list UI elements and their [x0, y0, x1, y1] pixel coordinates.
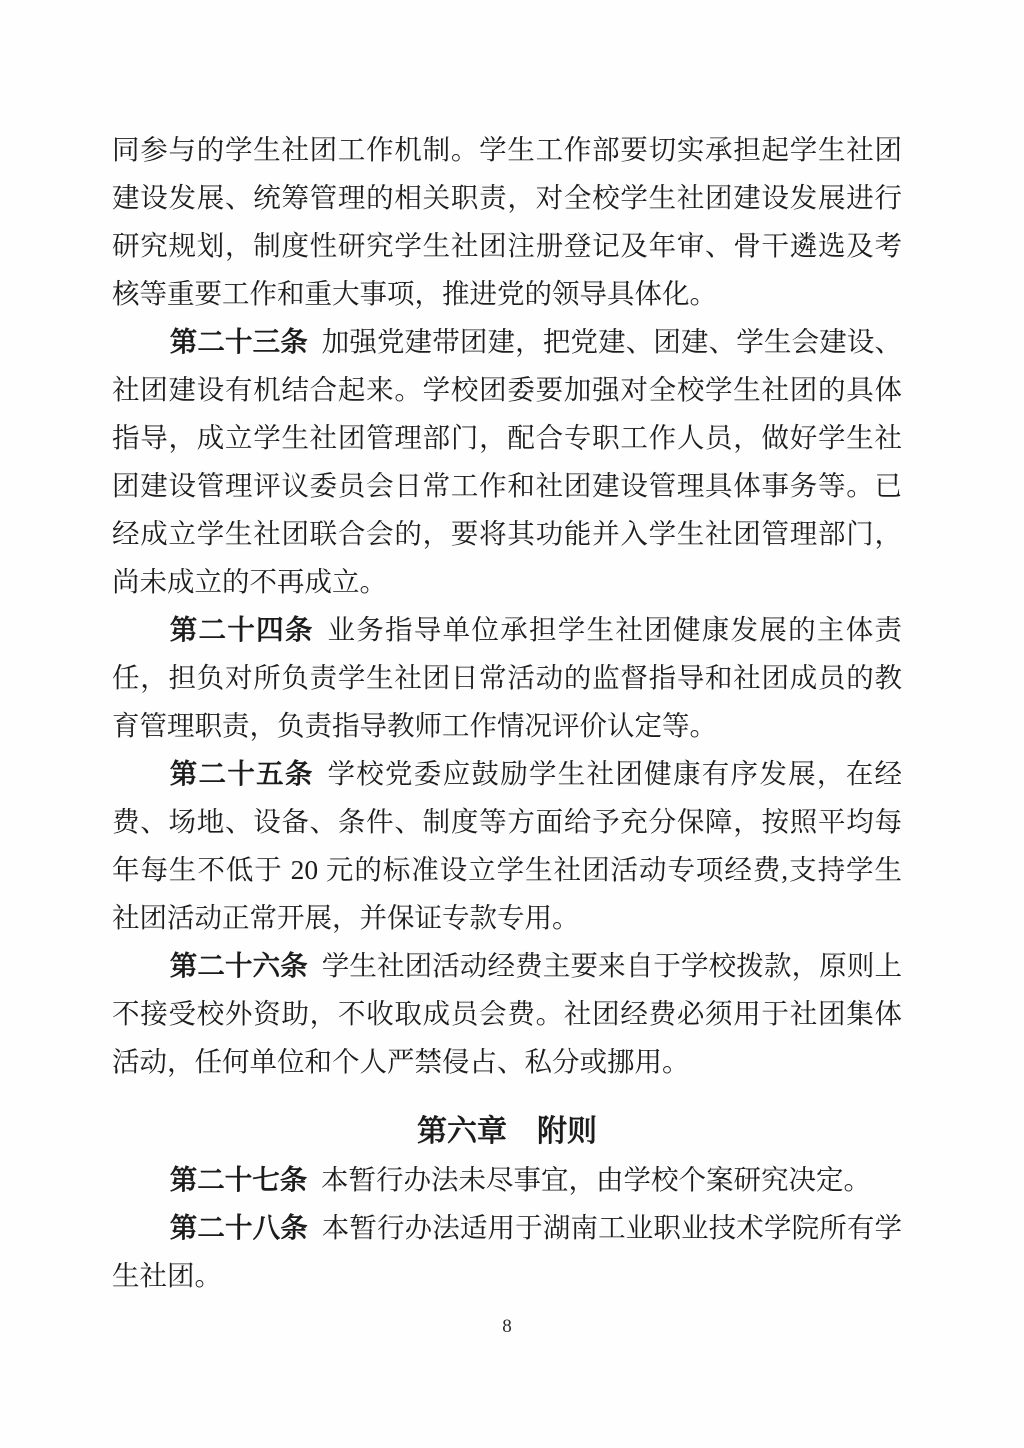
- paragraph-article-27: [112, 1156, 902, 1204]
- paragraph-article-26: [112, 942, 902, 1086]
- paragraph-text: 学生社团活动经费主要来自于学校拨款，原则上不接受校外资助，不收取成员会费。社团经费必须用于社团集体活动，任何单位和个人严禁侵占、私分或挪用。: [112, 950, 903, 1077]
- article-number: 第二十八条: [169, 1212, 308, 1243]
- chapter-heading: 第六章 附则: [417, 1115, 597, 1148]
- paragraph-article-23: [112, 318, 902, 606]
- paragraph-article-28: [112, 1204, 902, 1300]
- paragraph-text: 业务指导单位承担学生社团健康发展的主体责任，担负对所负责学生社团日常活动的监督指导和社团成员的教育管理职责，负责指导教师工作情况评价认定等。: [112, 614, 903, 741]
- article-number: 第二十三条: [169, 326, 308, 357]
- article-number: 第二十六条: [169, 950, 308, 981]
- document-content: [112, 126, 902, 1340]
- paragraph-text: 加强党建带团建，把党建、团建、学生会建设、社团建设有机结合起来。学校团委要加强对全校学生社团的具体指导，成立学生社团管理部门，配合专职工作人员，做好学生社团建设管理评议委员会日常工作和社团建设管理具体事务等。已经成立学生社团联合会的，要将其功能并入学生社团管理部门，尚未成立的不再成立。: [112, 326, 903, 597]
- article-number: 第二十四条: [169, 614, 314, 645]
- paragraph-article-25: [112, 750, 902, 942]
- paragraph-text: 学校党委应鼓励学生社团健康有序发展，在经费、场地、设备、条件、制度等方面给予充分保障，按照平均每年每生不低于 20 元的标准设立学生社团活动专项经费,支持学生社团活动正常开展，并保证专款专用。: [112, 758, 903, 933]
- article-number: 第二十七条: [169, 1164, 308, 1195]
- paragraph-text: 本暂行办法未尽事宜，由学校个案研究决定。: [321, 1164, 871, 1195]
- page-number: 8: [502, 1316, 512, 1337]
- paragraph-continuation: [112, 126, 902, 318]
- article-number: 第二十五条: [169, 758, 314, 789]
- paragraph-text: 本暂行办法适用于湖南工业职业技术学院所有学生社团。: [112, 1212, 903, 1291]
- paragraph-text: 同参与的学生社团工作机制。学生工作部要切实承担起学生社团建设发展、统筹管理的相关职责，对全校学生社团建设发展进行研究规划，制度性研究学生社团注册登记及年审、骨干遴选及考核等重要工作和重大事项，推进党的领导具体化。: [112, 134, 902, 309]
- paragraph-article-24: [112, 606, 902, 750]
